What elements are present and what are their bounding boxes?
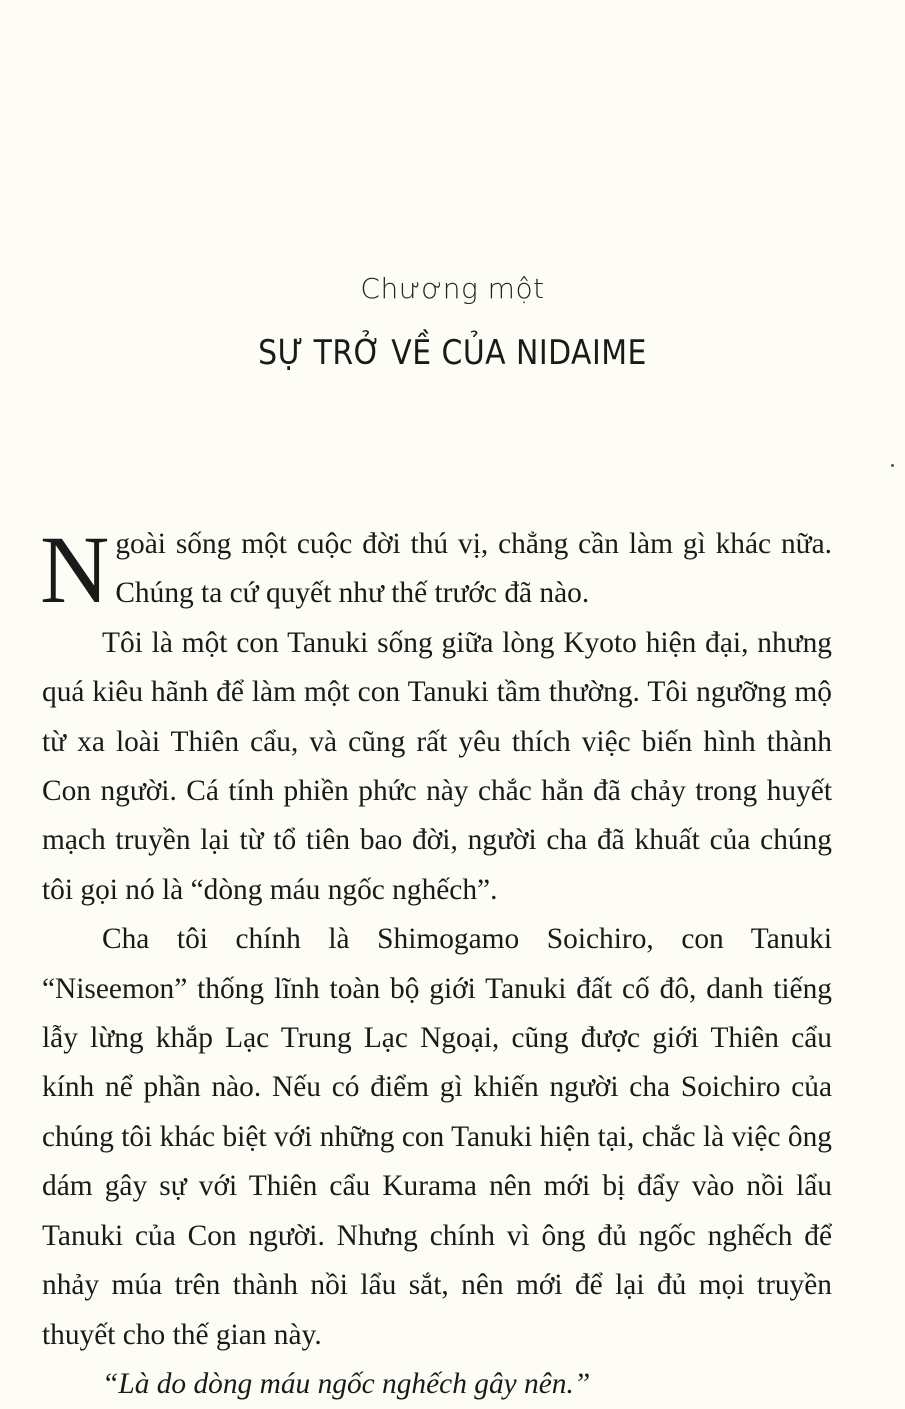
paragraph-text: goài sống một cuộc đời thú vị, chẳng cần làm gì khác nữa. Chúng ta cứ quyết như thế trước đã nào. [115,528,832,610]
chapter-label: Chương một [360,272,545,305]
paragraph [40,516,832,623]
drop-cap: N [40,516,110,623]
scan-speck [891,464,894,467]
paragraph: Tôi là một con Tanuki sống giữa lòng Kyoto hiện đại, nhưng quá kiêu hãnh để làm một con Tanuki tầm thường. Tôi ngưỡng mộ từ xa loài Thiên cẩu, và cũng rất yêu thích việc biến hình thành Con người. Cá tính phiền phức này chắc hẳn đã chảy trong huyết mạch truyền lại từ tổ tiên bao đời, người cha đã khuất của chúng tôi gọi nó là “dòng máu ngốc nghếch”. [42,626,832,906]
quote: “Là do dòng máu ngốc nghếch gây nên.” [102,1367,591,1400]
chapter-title: SỰ TRỞ VỀ CỦA NIDAIME [258,333,647,373]
body-text [40,516,832,1409]
paragraph: Cha tôi chính là Shimogamo Soichiro, con Tanuki “Niseemon” thống lĩnh toàn bộ giới Tanuki đất cố đô, danh tiếng lẫy lừng khắp Lạc Trung Lạc Ngoại, cũng được giới Thiên cẩu kính nể phần nào. Nếu có điểm gì khiến người cha Soichiro của chúng tôi khác biệt với những con Tanuki hiện tại, chắc là việc ông dám gây sự với Thiên cẩu Kurama nên mới bị đẩy vào nồi lẩu Tanuki của Con người. Nhưng chính vì ông đủ ngốc nghếch để nhảy múa trên thành nồi lẩu sắt, nên mới để lại đủ mọi truyền thuyết cho thế gian này. [42,923,832,1351]
